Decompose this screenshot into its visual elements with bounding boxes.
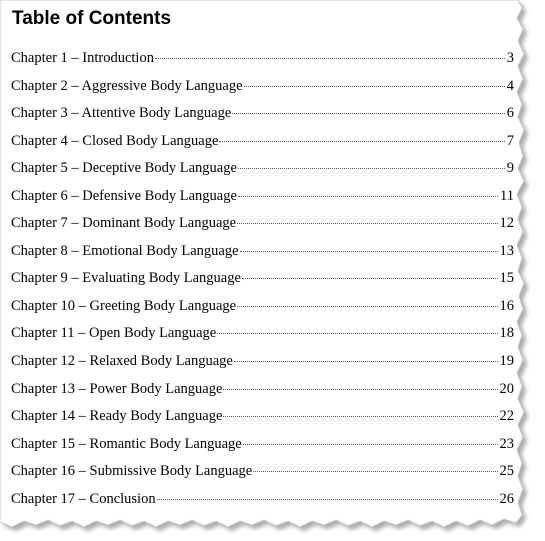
dot-leader (237, 306, 497, 307)
toc-entry[interactable] (11, 463, 514, 491)
toc-entry-label: Chapter 7 – Dominant Body Language (11, 215, 237, 232)
dot-leader (238, 168, 505, 169)
toc-entry-label: Chapter 11 – Open Body Language (11, 325, 217, 342)
toc-entry-label: Chapter 8 – Emotional Body Language (11, 242, 239, 259)
toc-entry-page-number: 23 (499, 435, 514, 452)
toc-entry[interactable] (11, 381, 514, 409)
toc-entry-label: Chapter 10 – Greeting Body Language (11, 297, 237, 314)
toc-entry-label: Chapter 13 – Power Body Language (11, 380, 223, 397)
toc-entry-label: Chapter 17 – Conclusion (11, 490, 156, 507)
toc-entry-label: Chapter 4 – Closed Body Language (11, 132, 219, 149)
toc-entry-page-number: 19 (499, 353, 514, 370)
dot-leader (237, 223, 497, 224)
toc-entry[interactable] (11, 491, 514, 519)
toc-entry-page-number: 13 (499, 242, 514, 259)
dot-leader (232, 113, 504, 114)
toc-entry[interactable] (11, 215, 514, 243)
toc-entry[interactable] (11, 353, 514, 381)
dot-leader (217, 333, 497, 334)
toc-entry-label: Chapter 15 – Romantic Body Language (11, 435, 242, 452)
toc-entry-page-number: 20 (499, 380, 514, 397)
toc-entry-page-number: 6 (506, 105, 514, 122)
toc-entry[interactable] (11, 243, 514, 271)
toc-entry[interactable] (11, 133, 514, 161)
dot-leader (244, 86, 505, 87)
dot-leader (243, 444, 498, 445)
toc-entry-page-number: 22 (499, 408, 514, 425)
toc-entry[interactable] (11, 78, 514, 106)
toc-entry-page-number: 4 (506, 77, 514, 94)
toc-entry-label: Chapter 2 – Aggressive Body Language (11, 77, 243, 94)
toc-entry[interactable] (11, 188, 514, 216)
dot-leader (242, 278, 498, 279)
toc-entry-page-number: 25 (499, 463, 514, 480)
toc-entry-page-number: 11 (500, 187, 514, 204)
toc-list (11, 50, 514, 518)
toc-entry[interactable] (11, 325, 514, 353)
dot-leader (155, 58, 505, 59)
toc-entry-label: Chapter 9 – Evaluating Body Language (11, 270, 241, 287)
toc-entry-label: Chapter 12 – Relaxed Body Language (11, 353, 233, 370)
toc-entry[interactable] (11, 436, 514, 464)
dot-leader (234, 361, 498, 362)
toc-entry-label: Chapter 1 – Introduction (11, 50, 154, 66)
toc-entry[interactable] (11, 298, 514, 326)
toc-entry[interactable] (11, 270, 514, 298)
toc-entry-page-number: 15 (499, 270, 514, 287)
toc-entry-label: Chapter 5 – Deceptive Body Language (11, 160, 237, 177)
toc-entry-page-number: 7 (506, 132, 514, 149)
toc-entry-page-number: 12 (499, 215, 514, 232)
toc-entry-page-number: 3 (506, 50, 514, 66)
toc-entry-page-number: 16 (499, 297, 514, 314)
dot-leader (219, 141, 504, 142)
toc-entry[interactable] (11, 50, 514, 78)
dot-leader (157, 499, 498, 500)
toc-entry-label: Chapter 16 – Submissive Body Language (11, 463, 253, 480)
dot-leader (240, 251, 498, 252)
toc-entry-page-number: 26 (499, 490, 514, 507)
dot-leader (253, 471, 497, 472)
toc-entry-label: Chapter 6 – Defensive Body Language (11, 187, 237, 204)
toc-entry-page-number: 9 (506, 160, 514, 177)
toc-entry-label: Chapter 14 – Ready Body Language (11, 408, 223, 425)
toc-heading: Table of Contents (12, 8, 172, 29)
toc-entry[interactable] (11, 160, 514, 188)
toc-entry[interactable] (11, 105, 514, 133)
toc-entry[interactable] (11, 408, 514, 436)
toc-entry-page-number: 18 (499, 325, 514, 342)
dot-leader (223, 389, 497, 390)
dot-leader (223, 416, 497, 417)
dot-leader (238, 196, 498, 197)
toc-entry-label: Chapter 3 – Attentive Body Language (11, 105, 232, 122)
